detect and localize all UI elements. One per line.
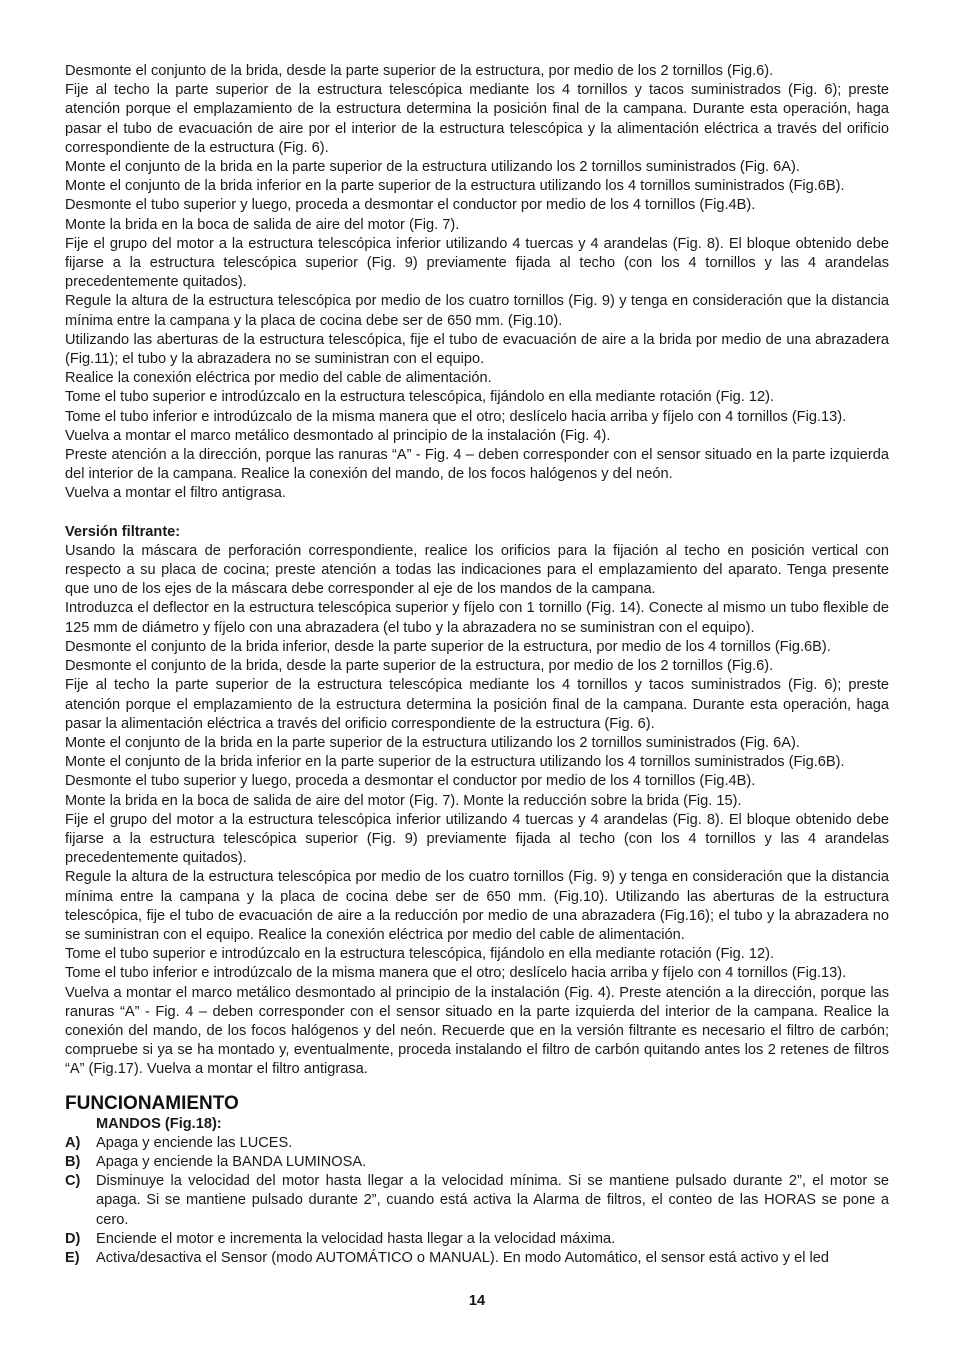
paragraph: Tome el tubo superior e introdúzcalo en la estructura telescópica, fijándolo en ella mediante rotación (Fig. 12). xyxy=(65,389,775,406)
paragraph: Tome el tubo inferior e introdúzcalo de la misma manera que el otro; deslícelo hacia arriba y fíjelo con 4 tornillos (Fig.13). xyxy=(65,965,847,982)
paragraph: Vuelva a montar el marco metálico desmontado al principio de la instalación (Fig. 4). xyxy=(65,427,611,444)
paragraph: Desmonte el tubo superior y luego, proceda a desmontar el conductor por medio de los 4 tornillos (Fig.4B). xyxy=(65,773,756,790)
control-item-c xyxy=(65,1172,889,1230)
control-text: Disminuye la velocidad del motor hasta llegar a la velocidad mínima. Si se mantiene pulsado durante 2”, el motor se apaga. Si se mantiene pulsado durante 2”, cuando está activa la Alarma de filtros, el conteo de las HORAS se pone a cero. xyxy=(96,1173,889,1228)
paragraph: Realice la conexión eléctrica por medio del cable de alimentación. xyxy=(65,370,492,387)
paragraph: Vuelva a montar el filtro antigrasa. xyxy=(65,485,286,502)
paragraph: Desmonte el tubo superior y luego, proceda a desmontar el conductor por medio de los 4 tornillos (Fig.4B). xyxy=(65,197,756,214)
paragraph: Desmonte el conjunto de la brida, desde la parte superior de la estructura, por medio de los 2 tornillos (Fig.6). xyxy=(65,63,774,79)
paragraph: Vuelva a montar el marco metálico desmontado al principio de la instalación (Fig. 4). Preste atención a la dirección, porque las ranuras “A” - Fig. 4 – deben corresponder con el sensor situado en la parte izquierda del interior de la campana. Realice la conexión del mando, de los focos halógenos y del neón. Recuerde que en la versión filtrante es necesario el filtro de carbón; compruebe si ya se ha montado y, eventualmente, proceda instalando el filtro de carbón quitando antes los 2 retenes de filtros “A” (Fig.17). Vuelva a montar el filtro antigrasa. xyxy=(65,984,889,1078)
paragraph: Desmonte el conjunto de la brida inferior, desde la parte superior de la estructura, por medio de los 4 tornillos (Fig.6B). xyxy=(65,638,831,655)
control-text: Apaga y enciende la BANDA LUMINOSA. xyxy=(96,1153,367,1170)
intro-section xyxy=(65,62,889,504)
paragraph: Desmonte el conjunto de la brida, desde la parte superior de la estructura, por medio de los 2 tornillos (Fig.6). xyxy=(65,658,774,675)
control-item-d xyxy=(65,1230,889,1249)
paragraph: Monte el conjunto de la brida en la parte superior de la estructura utilizando los 2 tornillos suministrados (Fig. 6A). xyxy=(65,734,800,751)
paragraph: Fije al techo la parte superior de la estructura telescópica mediante los 4 tornillos y tacos suministrados (Fig. 6); preste atención porque el emplazamiento de la estructura determina la posición final de la campana. Durante esta operación, haga pasar la alimentación eléctrica a través del orificio correspondiente de la estructura (Fig. 6). xyxy=(65,677,889,732)
section-subheading: Versión filtrante: xyxy=(65,523,181,540)
control-key: D) xyxy=(65,1230,81,1247)
paragraph: Usando la máscara de perforación correspondiente, realice los orificios para la fijación al techo en posición vertical con respecto a su placa de cocina; preste atención a todas las indicaciones para el emplazamiento del aparato. Tenga presente que uno de los ejes de la máscara debe corresponder al eje de los mandos de la campana. xyxy=(65,542,889,598)
paragraph: Monte el conjunto de la brida en la parte superior de la estructura utilizando los 2 tornillos suministrados (Fig. 6A). xyxy=(65,159,800,176)
paragraph: Monte la brida en la boca de salida de aire del motor (Fig. 7). xyxy=(65,216,460,233)
control-key: B) xyxy=(65,1153,81,1170)
paragraph: Monte la brida en la boca de salida de aire del motor (Fig. 7). Monte la reducción sobre la brida (Fig. 15). xyxy=(65,792,742,809)
paragraph: Regule la altura de la estructura telescópica por medio de los cuatro tornillos (Fig. 9) y tenga en consideración que la distancia mínima entre la campana y la placa de cocina debe ser de 650 mm. (Fig.10). xyxy=(65,293,889,329)
paragraph: Monte el conjunto de la brida inferior en la parte superior de la estructura utilizando los 4 tornillos suministrados (Fig.6B). xyxy=(65,754,845,771)
paragraph: Fije el grupo del motor a la estructura telescópica inferior utilizando 4 tuercas y 4 arandelas (Fig. 8). El bloque obtenido debe fijarse a la estructura telescópica superior (Fig. 9) previamente fijada al techo (con los 4 tornillos y las 4 arandelas precedentemente quitados). xyxy=(65,811,889,867)
control-key: E) xyxy=(65,1249,80,1266)
paragraph: Tome el tubo superior e introdúzcalo en la estructura telescópica, fijándolo en ella mediante rotación (Fig. 12). xyxy=(65,946,775,963)
paragraph: Monte el conjunto de la brida inferior en la parte superior de la estructura utilizando los 4 tornillos suministrados (Fig.6B). xyxy=(65,178,845,195)
paragraph: Preste atención a la dirección, porque las ranuras “A” - Fig. 4 – deben corresponder con el sensor situado en la parte izquierda del interior de la campana. Realice la conexión del mando, de los focos halógenos y del neón. xyxy=(65,447,889,483)
document-page xyxy=(65,62,889,1268)
control-item-a xyxy=(65,1134,889,1153)
paragraph: Utilizando las aberturas de la estructura telescópica, fije el tubo de evacuación de aire a la brida por medio de una abrazadera (Fig.11); el tubo y la abrazadera no se suministran con el equipo. xyxy=(65,331,889,368)
paragraph: Fije al techo la parte superior de la estructura telescópica mediante los 4 tornillos y tacos suministrados (Fig. 6); preste atención porque el emplazamiento de la estructura determina la posición final de la campana. Durante esta operación, haga pasar el tubo de evacuación de aire por el interior de la estructura telescópica y la alimentación eléctrica a través del orificio correspondiente de la estructura (Fig. 6). xyxy=(65,82,889,156)
control-key: C) xyxy=(65,1173,81,1190)
control-text: Apaga y enciende las LUCES. xyxy=(96,1134,293,1151)
control-text: Activa/desactiva el Sensor (modo AUTOMÁTICO o MANUAL). En modo Automático, el sensor está activo y el led xyxy=(96,1249,829,1266)
spacer xyxy=(65,504,889,523)
paragraph: Introduzca el deflector en la estructura telescópica superior y fíjelo con 1 tornillo (Fig. 14). Conecte al mismo un tubo flexible de 125 mm de diámetro y fíjelo con una abrazadera (el tubo y la abrazadera no se suministran con el equipo). xyxy=(65,600,889,636)
section-title: FUNCIONAMIENTO xyxy=(65,1092,239,1114)
controls-title: MANDOS (Fig.18): xyxy=(96,1115,222,1132)
control-key: A) xyxy=(65,1134,81,1151)
paragraph: Tome el tubo inferior e introdúzcalo de la misma manera que el otro; deslícelo hacia arriba y fíjelo con 4 tornillos (Fig.13). xyxy=(65,408,847,425)
control-item-b xyxy=(65,1153,889,1172)
operation-section xyxy=(65,1093,889,1269)
page-number: 14 xyxy=(468,1293,486,1309)
paragraph: Regule la altura de la estructura telescópica por medio de los cuatro tornillos (Fig. 9) y tenga en consideración que la distancia mínima entre la campana y la placa de cocina debe ser de 650 mm. (Fig.10). Utilizando las aberturas de la estructura telescópica, fije el tubo de evacuación de aire a la reducción por medio de una abrazadera (Fig.16); el tubo y la abrazadera no se suministran con el equipo. Realice la conexión eléctrica por medio del cable de alimentación. xyxy=(65,869,889,943)
control-item-e xyxy=(65,1249,889,1268)
paragraph: Fije el grupo del motor a la estructura telescópica inferior utilizando 4 tuercas y 4 arandelas (Fig. 8). El bloque obtenido debe fijarse a la estructura telescópica superior (Fig. 9) previamente fijada al techo (con los 4 tornillos y las 4 arandelas precedentemente quitados). xyxy=(65,235,889,291)
filter-version-section xyxy=(65,523,889,1080)
control-text: Enciende el motor e incrementa la velocidad hasta llegar a la velocidad máxima. xyxy=(96,1230,616,1247)
